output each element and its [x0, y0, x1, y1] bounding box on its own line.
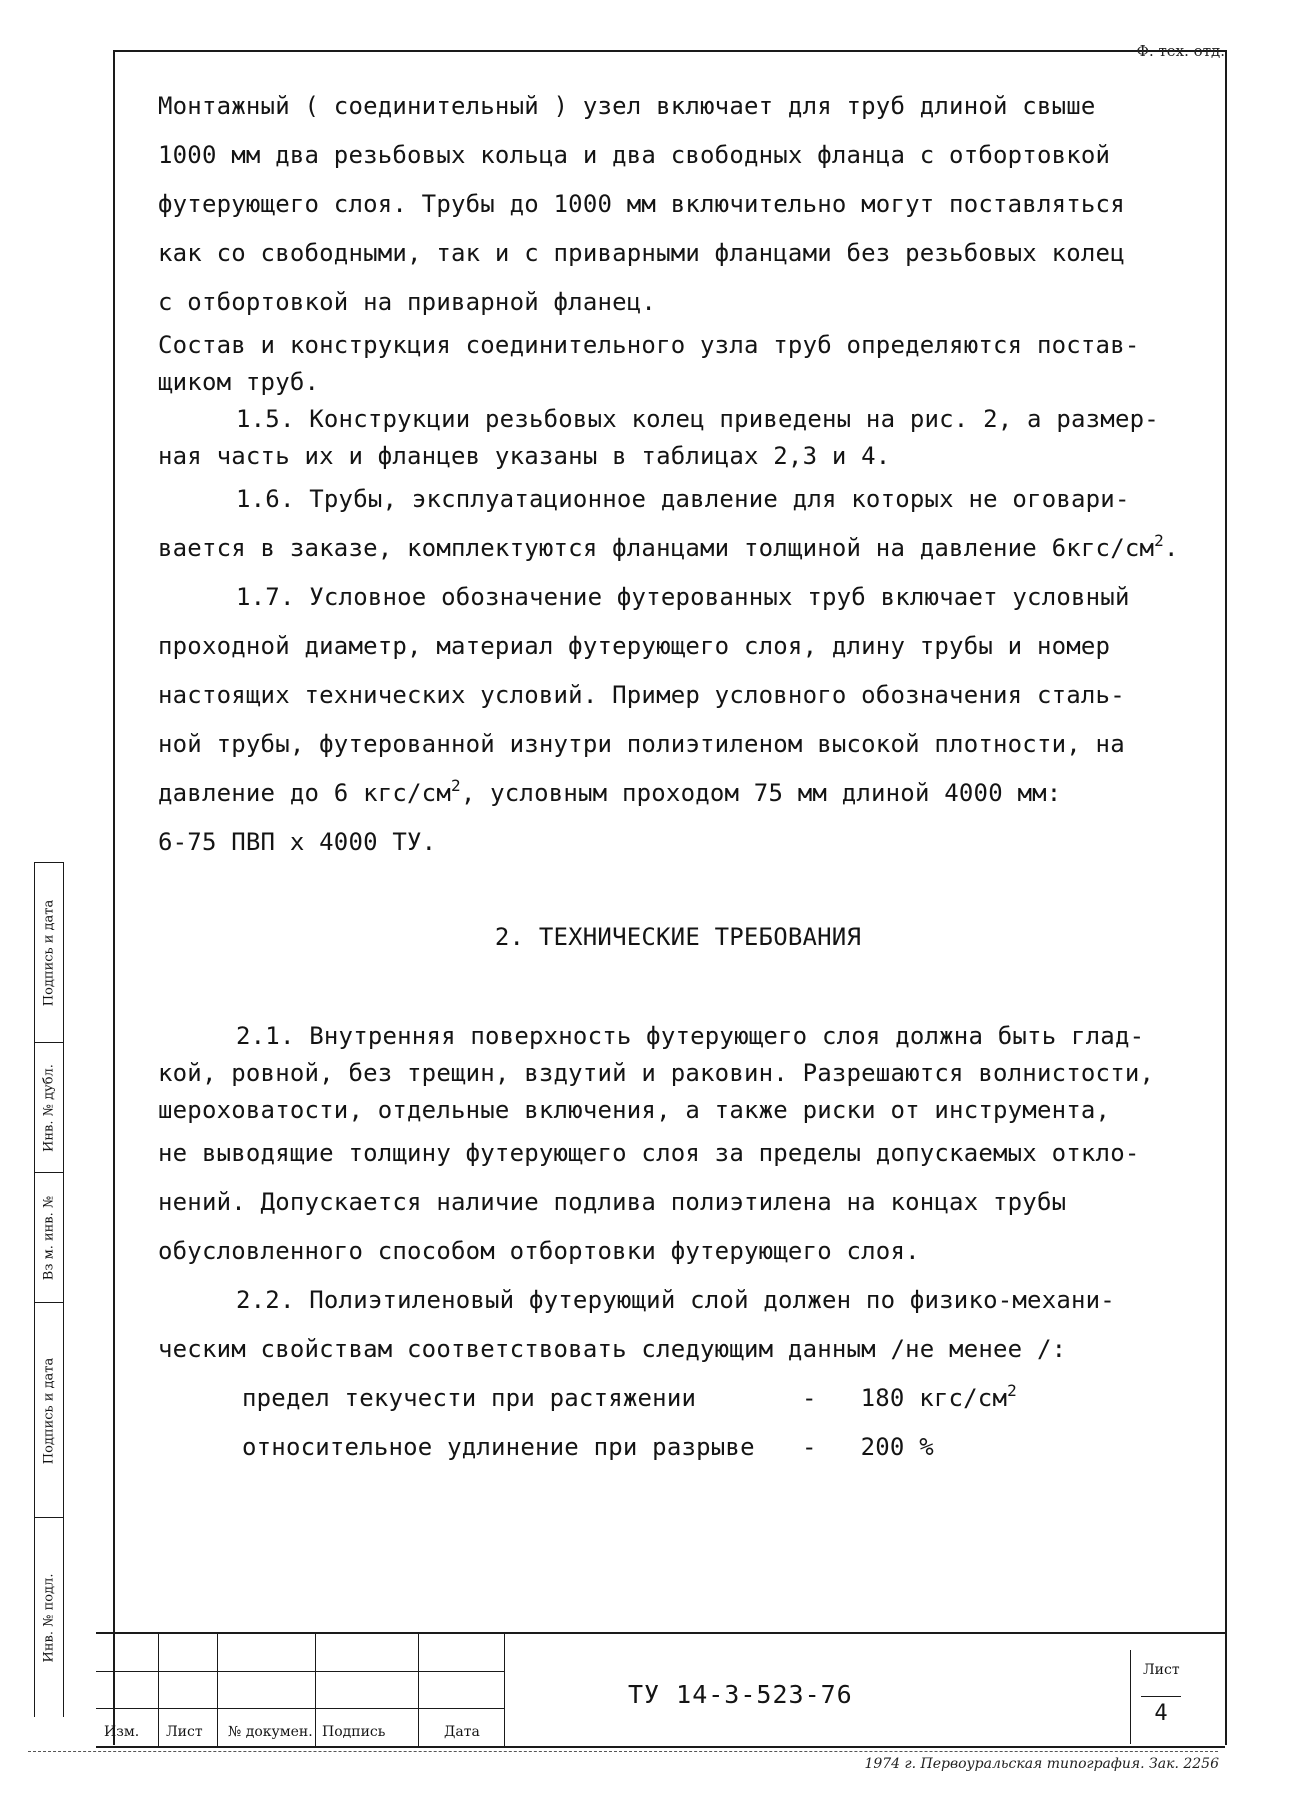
text-line: 2.2. Полиэтиленовый футерующий слой должен по физико-механи-	[236, 1286, 1115, 1314]
grid-line	[504, 1634, 505, 1746]
col-label: Подпись	[322, 1724, 386, 1740]
side-cell	[35, 1042, 63, 1173]
col-label: Изм.	[104, 1724, 140, 1740]
side-label: Инв. № подл.	[41, 1573, 57, 1663]
side-cell	[35, 862, 63, 1043]
text-line: 2.1. Внутренняя поверхность футерующего слоя должна быть глад-	[236, 1022, 1145, 1050]
text-fragment: вается в заказе, комплектуются фланцами толщиной на давление 6кгс/см	[158, 534, 1155, 562]
text-fragment: .	[1164, 534, 1179, 562]
document-code: ТУ 14-3-523-76	[628, 1680, 853, 1709]
text-line: щиком труб.	[158, 368, 320, 396]
col-label: Лист	[166, 1724, 203, 1740]
grid-line	[315, 1634, 316, 1746]
side-margin-stamp	[34, 862, 64, 1717]
text-line: 1.7. Условное обозначение футерованных труб включает условный	[236, 583, 1130, 611]
property-name: предел текучести при растяжении	[242, 1384, 697, 1412]
text-line: кой, ровной, без трещин, вздутий и раковин. Разрешаются волнистости,	[158, 1059, 1155, 1087]
text-line: настоящих технических условий. Пример условного обозначения сталь-	[158, 681, 1125, 709]
property-name: относительное удлинение при разрыве	[242, 1433, 755, 1461]
text-line	[158, 524, 1198, 573]
col-label: № докумен.	[228, 1724, 313, 1740]
text-line: с отбортовкой на приварной фланец.	[158, 288, 657, 316]
text-line: 1.5. Конструкции резьбовых колец приведены на рис. 2, а размер-	[236, 405, 1159, 433]
text-line: не выводящие толщину футерующего слоя за пределы допускаемых откло-	[158, 1139, 1140, 1167]
side-label: Инв. № дубл.	[41, 1064, 57, 1152]
property-value: 180 кгс/см	[860, 1384, 1008, 1412]
sheet-number: 4	[1141, 1696, 1181, 1726]
text-line: шероховатости, отдельные включения, а также риски от инструмента,	[158, 1096, 1111, 1124]
text-line: 1.6. Трубы, эксплуатационное давление для которых не оговари-	[236, 485, 1130, 513]
text-fragment: давление до 6 кгс/см	[158, 779, 451, 807]
text-fragment: , условным проходом 75 мм длиной 4000 мм:	[460, 779, 1062, 807]
grid-line	[418, 1634, 419, 1746]
text-line: проходной диаметр, материал футерующего слоя, длину трубы и номер	[158, 632, 1111, 660]
corner-note: Ф. тех. отд.	[1136, 42, 1225, 60]
side-label: Подпись и дата	[41, 899, 57, 1007]
spacer	[158, 867, 1198, 913]
text-line: ной трубы, футерованной изнутри полиэтиленом высокой плотности, на	[158, 730, 1125, 758]
property-dash: -	[802, 1384, 817, 1412]
property-value: 200 %	[860, 1433, 934, 1461]
text-line: как со свободными, так и с приварными фланцами без резьбовых колец	[158, 239, 1125, 267]
printer-imprint: 1974 г. Первоуральская типография. Зак. 2256	[864, 1756, 1219, 1772]
text-line: 1000 мм два резьбовых кольца и два свободных фланца с отбортовкой	[158, 141, 1111, 169]
text-line: ческим свойствам соответствовать следующим данным /не менее /:	[158, 1335, 1067, 1363]
document-body	[158, 82, 1198, 1472]
grid-line	[217, 1634, 218, 1746]
spacer	[158, 962, 1198, 1018]
side-cell	[35, 1172, 63, 1303]
sheet-label: Лист	[1143, 1662, 1180, 1678]
text-line: футерующего слоя. Трубы до 1000 мм включительно могут поставляться	[158, 190, 1125, 218]
col-label: Дата	[444, 1724, 480, 1740]
divider	[28, 1751, 1218, 1752]
text-line: обусловленного способом отбортовки футерующего слоя.	[158, 1237, 920, 1265]
side-label: Вз м. инв. №	[41, 1195, 57, 1281]
section-heading: 2. ТЕХНИЧЕСКИЕ ТРЕБОВАНИЯ	[494, 923, 862, 951]
superscript: 2	[1007, 1381, 1017, 1400]
side-cell	[35, 1302, 63, 1518]
side-label: Подпись и дата	[41, 1357, 57, 1464]
property-row	[158, 1374, 1198, 1423]
text-line: ная часть их и фланцев указаны в таблицах 2,3 и 4.	[158, 442, 891, 470]
property-dash: -	[802, 1433, 817, 1461]
grid-line	[158, 1634, 159, 1746]
text-line: нений. Допускается наличие подлива полиэтилена на концах трубы	[158, 1188, 1067, 1216]
text-line: Состав и конструкция соединительного узла труб определяются постав-	[158, 331, 1140, 359]
text-line: 6-75 ПВП х 4000 ТУ.	[158, 828, 437, 856]
property-row	[158, 1423, 1198, 1472]
text-line: Монтажный ( соединительный ) узел включает для труб длиной свыше	[158, 92, 1096, 120]
superscript: 2	[450, 776, 461, 795]
sheet-box	[1130, 1650, 1187, 1744]
superscript: 2	[1154, 531, 1164, 550]
text-line	[158, 769, 1198, 818]
side-cell	[35, 1517, 63, 1718]
